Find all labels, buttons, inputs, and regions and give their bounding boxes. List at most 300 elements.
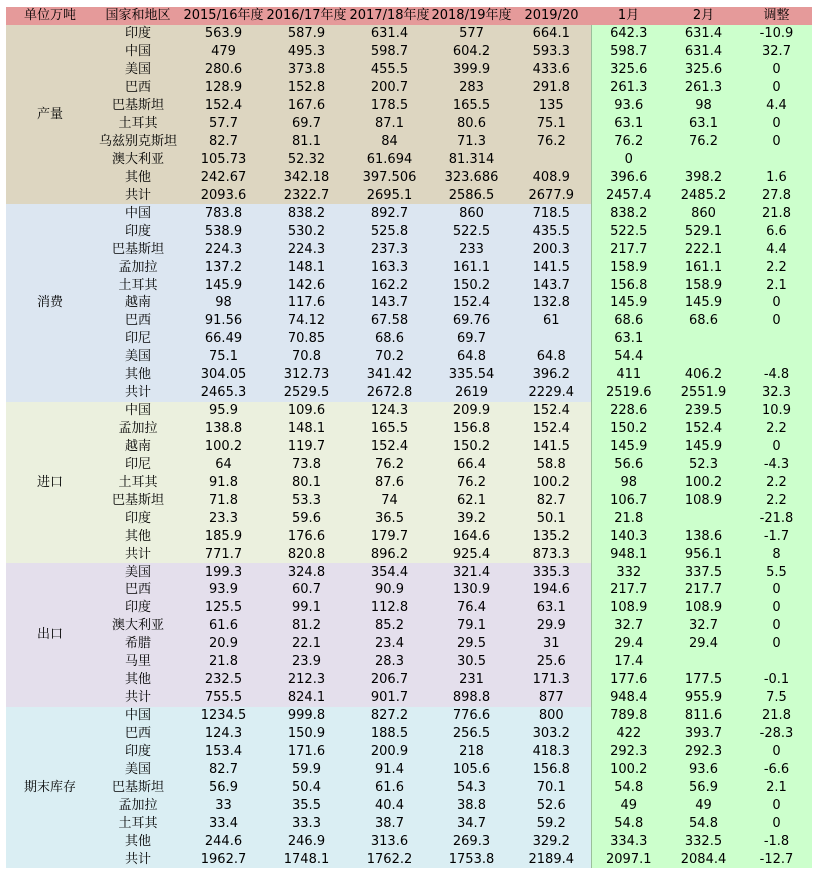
month-cell: 76.2	[591, 133, 666, 151]
month-cell: 29.4	[666, 635, 741, 653]
value-cell: 2465.3	[182, 384, 265, 402]
value-cell: 150.9	[265, 725, 348, 743]
month-cell: 138.6	[666, 527, 741, 545]
value-cell: 233	[431, 240, 512, 258]
value-cell: 162.2	[348, 276, 431, 294]
adjustment-cell: 27.8	[741, 186, 812, 204]
value-cell: 66.49	[182, 330, 265, 348]
month-cell: 325.6	[666, 61, 741, 79]
value-cell: 66.4	[431, 455, 512, 473]
value-cell: 396.2	[512, 366, 591, 384]
value-cell: 2695.1	[348, 186, 431, 204]
value-cell: 150.2	[431, 276, 512, 294]
table-row	[6, 330, 812, 348]
value-cell: 105.73	[182, 151, 265, 169]
adjustment-cell: 0	[741, 61, 812, 79]
table-row	[6, 725, 812, 743]
value-cell: 755.5	[182, 689, 265, 707]
country-cell: 土耳其	[94, 276, 182, 294]
value-cell: 153.4	[182, 742, 265, 760]
value-cell: 598.7	[348, 43, 431, 61]
country-cell: 美国	[94, 563, 182, 581]
month-cell: 49	[666, 796, 741, 814]
value-cell: 91.8	[182, 473, 265, 491]
adjustment-cell: -28.3	[741, 725, 812, 743]
value-cell: 40.4	[348, 796, 431, 814]
country-cell: 印度	[94, 25, 182, 43]
value-cell: 171.3	[512, 671, 591, 689]
value-cell: 57.7	[182, 115, 265, 133]
value-cell: 525.8	[348, 222, 431, 240]
value-cell: 999.8	[265, 707, 348, 725]
value-cell: 74.12	[265, 312, 348, 330]
month-cell: 411	[591, 366, 666, 384]
country-cell: 共计	[94, 545, 182, 563]
country-cell: 印尼	[94, 330, 182, 348]
value-cell: 165.5	[348, 420, 431, 438]
value-cell: 142.6	[265, 276, 348, 294]
month-cell: 98	[591, 473, 666, 491]
value-cell: 329.2	[512, 832, 591, 850]
value-cell: 313.6	[348, 832, 431, 850]
month-cell: 93.6	[591, 97, 666, 115]
month-cell: 158.9	[666, 276, 741, 294]
value-cell: 128.9	[182, 79, 265, 97]
month-cell: 56.6	[591, 455, 666, 473]
value-cell: 408.9	[512, 168, 591, 186]
value-cell: 33.3	[265, 814, 348, 832]
country-cell: 巴基斯坦	[94, 240, 182, 258]
data-table	[6, 7, 812, 868]
value-cell: 117.6	[265, 294, 348, 312]
value-cell: 35.5	[265, 796, 348, 814]
value-cell: 577	[431, 25, 512, 43]
adjustment-cell: 1.6	[741, 168, 812, 186]
value-cell: 479	[182, 43, 265, 61]
table-row	[6, 115, 812, 133]
value-cell: 36.5	[348, 509, 431, 527]
adjustment-cell: 8	[741, 545, 812, 563]
value-cell: 152.4	[512, 420, 591, 438]
value-cell: 23.3	[182, 509, 265, 527]
table-row	[6, 581, 812, 599]
country-cell: 印尼	[94, 455, 182, 473]
adjustment-cell: 32.3	[741, 384, 812, 402]
value-cell: 171.6	[265, 742, 348, 760]
month-cell: 228.6	[591, 402, 666, 420]
value-cell: 2529.5	[265, 384, 348, 402]
adjustment-cell: 2.2	[741, 491, 812, 509]
country-cell: 美国	[94, 61, 182, 79]
value-cell: 125.5	[182, 599, 265, 617]
adjustment-cell: 2.2	[741, 420, 812, 438]
country-cell: 中国	[94, 43, 182, 61]
value-cell: 164.6	[431, 527, 512, 545]
value-cell: 218	[431, 742, 512, 760]
value-cell: 455.5	[348, 61, 431, 79]
value-cell: 109.6	[265, 402, 348, 420]
adjustment-cell: 0	[741, 599, 812, 617]
value-cell: 105.6	[431, 760, 512, 778]
value-cell: 60.7	[265, 581, 348, 599]
table-row	[6, 617, 812, 635]
table-row	[6, 348, 812, 366]
value-cell: 39.2	[431, 509, 512, 527]
value-cell: 98	[182, 294, 265, 312]
month-cell: 239.5	[666, 402, 741, 420]
value-cell: 23.9	[265, 653, 348, 671]
table-row	[6, 97, 812, 115]
value-cell: 80.6	[431, 115, 512, 133]
value-cell: 61.694	[348, 151, 431, 169]
value-cell: 1962.7	[182, 850, 265, 868]
adjustment-cell: 6.6	[741, 222, 812, 240]
header-row	[6, 7, 812, 25]
value-cell: 2619	[431, 384, 512, 402]
month-cell: 838.2	[591, 204, 666, 222]
value-cell: 593.3	[512, 43, 591, 61]
value-cell: 304.05	[182, 366, 265, 384]
value-cell: 20.9	[182, 635, 265, 653]
value-cell: 67.58	[348, 312, 431, 330]
value-cell: 209.9	[431, 402, 512, 420]
value-cell: 76.2	[431, 473, 512, 491]
month-cell: 598.7	[591, 43, 666, 61]
month-cell: 222.1	[666, 240, 741, 258]
section-label: 产量	[6, 25, 94, 204]
month-cell: 2551.9	[666, 384, 741, 402]
header-year-2015-16: 2015/16年度	[183, 8, 264, 24]
month-cell: 396.6	[591, 168, 666, 186]
value-cell: 62.1	[431, 491, 512, 509]
value-cell: 81.1	[265, 133, 348, 151]
adjustment-cell: -21.8	[741, 509, 812, 527]
value-cell: 178.5	[348, 97, 431, 115]
table-row	[6, 366, 812, 384]
adjustment-cell: -1.8	[741, 832, 812, 850]
value-cell: 141.5	[512, 258, 591, 276]
value-cell: 2672.8	[348, 384, 431, 402]
value-cell: 185.9	[182, 527, 265, 545]
value-cell: 152.8	[265, 79, 348, 97]
value-cell: 75.1	[182, 348, 265, 366]
header-feb: 2月	[666, 7, 741, 25]
adjustment-cell: 0	[741, 133, 812, 151]
month-cell: 49	[591, 796, 666, 814]
value-cell: 418.3	[512, 742, 591, 760]
table-row	[6, 760, 812, 778]
value-cell: 232.5	[182, 671, 265, 689]
value-cell: 52.32	[265, 151, 348, 169]
table-row	[6, 599, 812, 617]
value-cell: 165.5	[431, 97, 512, 115]
value-cell: 495.3	[265, 43, 348, 61]
month-cell: 422	[591, 725, 666, 743]
value-cell: 335.54	[431, 366, 512, 384]
value-cell: 87.6	[348, 473, 431, 491]
value-cell: 1753.8	[431, 850, 512, 868]
value-cell: 64	[182, 455, 265, 473]
month-cell: 63.1	[666, 115, 741, 133]
table-row	[6, 832, 812, 850]
value-cell: 2189.4	[512, 850, 591, 868]
section-label: 消费	[6, 204, 94, 401]
value-cell: 335.3	[512, 563, 591, 581]
value-cell: 85.2	[348, 617, 431, 635]
table-row	[6, 796, 812, 814]
value-cell: 354.4	[348, 563, 431, 581]
header-year-2019-20: 2019/20	[512, 7, 591, 25]
adjustment-cell: 0	[741, 635, 812, 653]
value-cell: 28.3	[348, 653, 431, 671]
value-cell: 244.6	[182, 832, 265, 850]
value-cell: 892.7	[348, 204, 431, 222]
country-cell: 巴基斯坦	[94, 778, 182, 796]
country-cell: 巴西	[94, 79, 182, 97]
table-row	[6, 707, 812, 725]
value-cell: 148.1	[265, 420, 348, 438]
value-cell: 91.4	[348, 760, 431, 778]
month-cell: 54.8	[666, 814, 741, 832]
value-cell: 33.4	[182, 814, 265, 832]
value-cell: 718.5	[512, 204, 591, 222]
month-cell: 156.8	[591, 276, 666, 294]
value-cell: 64.8	[512, 348, 591, 366]
section-label: 出口	[6, 563, 94, 707]
value-cell: 82.7	[182, 133, 265, 151]
table-row	[6, 312, 812, 330]
month-cell: 789.8	[591, 707, 666, 725]
value-cell: 33	[182, 796, 265, 814]
section-label: 进口	[6, 402, 94, 563]
value-cell: 156.8	[431, 420, 512, 438]
value-cell: 132.8	[512, 294, 591, 312]
month-cell: 631.4	[666, 43, 741, 61]
adjustment-cell: 21.8	[741, 204, 812, 222]
country-cell: 共计	[94, 186, 182, 204]
table-row	[6, 258, 812, 276]
table-row	[6, 204, 812, 222]
adjustment-cell: 0	[741, 581, 812, 599]
value-cell: 200.9	[348, 742, 431, 760]
table-row	[6, 527, 812, 545]
value-cell: 69.7	[265, 115, 348, 133]
adjustment-cell: 2.1	[741, 276, 812, 294]
month-cell: 393.7	[666, 725, 741, 743]
value-cell: 61	[512, 312, 591, 330]
country-cell: 澳大利亚	[94, 617, 182, 635]
month-cell: 956.1	[666, 545, 741, 563]
table-row	[6, 455, 812, 473]
value-cell: 269.3	[431, 832, 512, 850]
month-cell: 54.4	[591, 348, 666, 366]
table-row	[6, 61, 812, 79]
table-row	[6, 186, 812, 204]
value-cell: 143.7	[512, 276, 591, 294]
table-row	[6, 473, 812, 491]
value-cell: 324.8	[265, 563, 348, 581]
value-cell: 433.6	[512, 61, 591, 79]
value-cell: 771.7	[182, 545, 265, 563]
value-cell: 138.8	[182, 420, 265, 438]
month-cell: 54.8	[591, 814, 666, 832]
value-cell: 63.1	[512, 599, 591, 617]
adjustment-cell: 0	[741, 438, 812, 456]
country-cell: 巴西	[94, 725, 182, 743]
value-cell: 283	[431, 79, 512, 97]
month-cell: 63.1	[591, 115, 666, 133]
value-cell: 91.56	[182, 312, 265, 330]
table-row	[6, 151, 812, 169]
value-cell: 56.9	[182, 778, 265, 796]
value-cell: 23.4	[348, 635, 431, 653]
month-cell: 642.3	[591, 25, 666, 43]
value-cell: 200.7	[348, 79, 431, 97]
table-row	[6, 438, 812, 456]
country-cell: 乌兹别克斯坦	[94, 133, 182, 151]
value-cell: 100.2	[512, 473, 591, 491]
value-cell: 130.9	[431, 581, 512, 599]
month-cell	[666, 348, 741, 366]
value-cell: 341.42	[348, 366, 431, 384]
value-cell: 71.8	[182, 491, 265, 509]
value-cell: 68.6	[348, 330, 431, 348]
adjustment-cell: 10.9	[741, 402, 812, 420]
value-cell: 188.5	[348, 725, 431, 743]
table-row	[6, 402, 812, 420]
month-cell: 161.1	[666, 258, 741, 276]
value-cell: 2093.6	[182, 186, 265, 204]
value-cell: 1234.5	[182, 707, 265, 725]
table-row	[6, 509, 812, 527]
month-cell: 108.9	[591, 599, 666, 617]
country-cell: 巴西	[94, 312, 182, 330]
month-cell: 106.7	[591, 491, 666, 509]
month-cell: 332.5	[666, 832, 741, 850]
value-cell: 25.6	[512, 653, 591, 671]
adjustment-cell: 0	[741, 294, 812, 312]
adjustment-cell	[741, 151, 812, 169]
value-cell: 776.6	[431, 707, 512, 725]
value-cell: 99.1	[265, 599, 348, 617]
month-cell	[666, 653, 741, 671]
adjustment-cell: -6.6	[741, 760, 812, 778]
value-cell: 82.7	[182, 760, 265, 778]
value-cell: 179.7	[348, 527, 431, 545]
value-cell: 522.5	[431, 222, 512, 240]
table-row	[6, 653, 812, 671]
month-cell: 261.3	[666, 79, 741, 97]
header-year-2017-18: 2017/18年度	[349, 8, 430, 24]
value-cell: 167.6	[265, 97, 348, 115]
value-cell: 291.8	[512, 79, 591, 97]
adjustment-cell	[741, 653, 812, 671]
value-cell: 2229.4	[512, 384, 591, 402]
value-cell: 563.9	[182, 25, 265, 43]
month-cell: 54.8	[591, 778, 666, 796]
value-cell: 176.6	[265, 527, 348, 545]
value-cell: 93.9	[182, 581, 265, 599]
table-row	[6, 671, 812, 689]
country-cell: 印度	[94, 222, 182, 240]
value-cell: 303.2	[512, 725, 591, 743]
value-cell: 95.9	[182, 402, 265, 420]
table-row	[6, 689, 812, 707]
month-cell: 2097.1	[591, 850, 666, 868]
value-cell: 237.3	[348, 240, 431, 258]
table-row	[6, 491, 812, 509]
table-row	[6, 79, 812, 97]
adjustment-cell: 0	[741, 742, 812, 760]
value-cell: 70.2	[348, 348, 431, 366]
month-cell: 100.2	[591, 760, 666, 778]
month-cell: 406.2	[666, 366, 741, 384]
country-cell: 越南	[94, 294, 182, 312]
month-cell: 108.9	[666, 491, 741, 509]
value-cell: 280.6	[182, 61, 265, 79]
value-cell: 124.3	[182, 725, 265, 743]
adjustment-cell: 5.5	[741, 563, 812, 581]
value-cell: 783.8	[182, 204, 265, 222]
value-cell: 75.1	[512, 115, 591, 133]
adjustment-cell: 4.4	[741, 97, 812, 115]
adjustment-cell: -1.7	[741, 527, 812, 545]
value-cell: 34.7	[431, 814, 512, 832]
month-cell: 145.9	[591, 438, 666, 456]
value-cell: 397.506	[348, 168, 431, 186]
country-cell: 中国	[94, 204, 182, 222]
country-cell: 澳大利亚	[94, 151, 182, 169]
value-cell: 342.18	[265, 168, 348, 186]
table-body	[6, 25, 812, 868]
adjustment-cell	[741, 330, 812, 348]
value-cell: 137.2	[182, 258, 265, 276]
value-cell: 52.6	[512, 796, 591, 814]
value-cell: 827.2	[348, 707, 431, 725]
month-cell: 2485.2	[666, 186, 741, 204]
value-cell: 224.3	[265, 240, 348, 258]
value-cell: 64.8	[431, 348, 512, 366]
value-cell: 152.4	[512, 402, 591, 420]
value-cell: 163.3	[348, 258, 431, 276]
value-cell: 587.9	[265, 25, 348, 43]
value-cell: 530.2	[265, 222, 348, 240]
value-cell: 800	[512, 707, 591, 725]
month-cell: 325.6	[591, 61, 666, 79]
value-cell: 70.85	[265, 330, 348, 348]
country-cell: 巴基斯坦	[94, 97, 182, 115]
value-cell: 145.9	[182, 276, 265, 294]
table-row	[6, 43, 812, 61]
table-row	[6, 742, 812, 760]
value-cell: 824.1	[265, 689, 348, 707]
adjustment-cell: 4.4	[741, 240, 812, 258]
month-cell: 217.7	[591, 581, 666, 599]
value-cell: 53.3	[265, 491, 348, 509]
country-cell: 其他	[94, 832, 182, 850]
country-cell: 其他	[94, 366, 182, 384]
month-cell: 29.4	[591, 635, 666, 653]
country-cell: 土耳其	[94, 115, 182, 133]
month-cell: 398.2	[666, 168, 741, 186]
month-cell: 100.2	[666, 473, 741, 491]
country-cell: 美国	[94, 760, 182, 778]
value-cell: 898.8	[431, 689, 512, 707]
month-cell: 150.2	[591, 420, 666, 438]
value-cell: 323.686	[431, 168, 512, 186]
value-cell: 80.1	[265, 473, 348, 491]
month-cell	[666, 151, 741, 169]
